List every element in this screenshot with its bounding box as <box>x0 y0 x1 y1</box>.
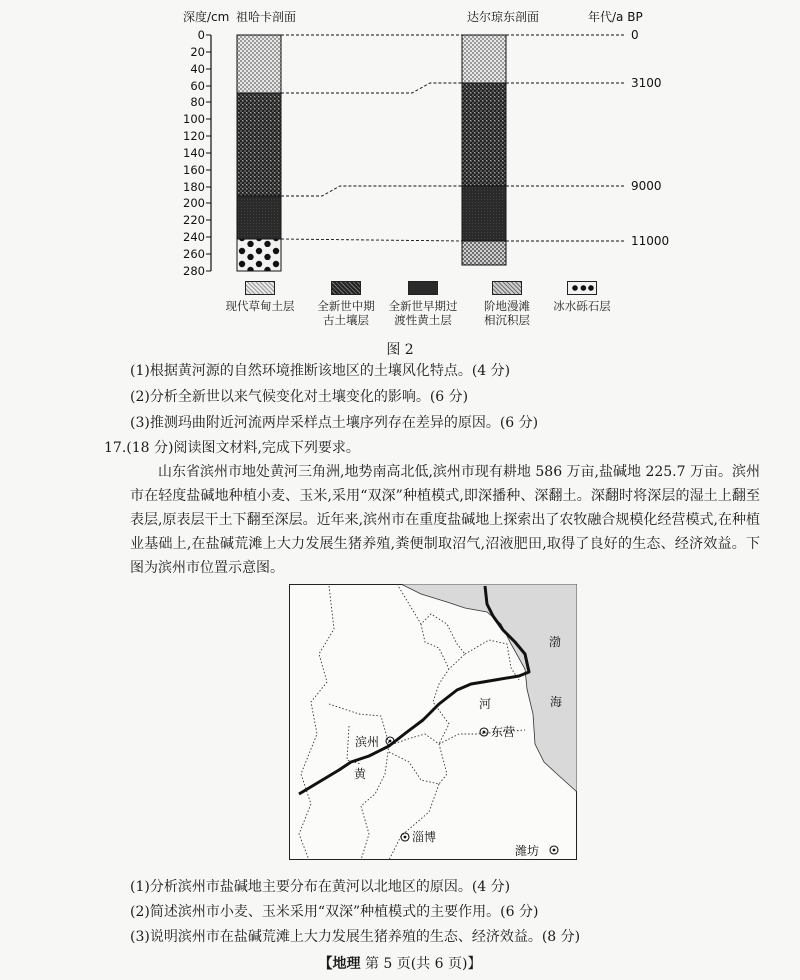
left-profile-column <box>237 35 281 271</box>
legend-swatch-terrace <box>492 281 522 295</box>
correlation-lines <box>281 35 625 241</box>
layer-modern-meadow <box>462 35 506 83</box>
depth-axis-title: 深度/cm <box>183 10 230 24</box>
depth-ticks <box>183 28 211 278</box>
q17-material: 山东省滨州市地处黄河三角洲,地势南高北低,滨州市现有耕地 586 万亩,盐碱地 225.7 万亩。滨州市在轻度盐碱地种植小麦、玉米,采用“双深”种植模式,即深播种、深翻土。深翻时将深层的湿土上翻至表层,原表层干土下翻至深层。近年来,滨州市在重度盐碱地上探索出了农牧融合规模化经营模式,在种植业基础上,在盐碱荒滩上大力发展生猪养殖,粪便制取沼气,沼液肥田,取得了良好的生态、经济效益。下图为滨州市位置示意图。 <box>130 464 760 576</box>
q16-sub2: (2)分析全新世以来气候变化对土壤变化的影响。(6 分) <box>130 389 469 405</box>
depth-tick: 220 <box>183 213 205 227</box>
river-label-huang: 黄 <box>354 767 367 781</box>
legend-item <box>542 281 622 313</box>
depth-tick: 140 <box>183 146 205 160</box>
depth-tick: 80 <box>190 95 205 109</box>
depth-tick: 240 <box>183 230 205 244</box>
layer-gravel <box>237 239 281 271</box>
layer-modern-meadow <box>237 35 281 93</box>
depth-tick: 260 <box>183 247 205 261</box>
legend-swatch-gravel <box>567 281 597 295</box>
city-label: 滨州 <box>355 735 380 749</box>
legend-label: 现代草甸土层 <box>225 299 295 313</box>
legend-swatch-mid <box>331 281 361 295</box>
legend-item <box>306 281 386 327</box>
legend-label: 相沉积层 <box>484 313 530 327</box>
legend-label: 全新世中期 <box>317 299 375 313</box>
q17-sub1: (1)分析滨州市盐碱地主要分布在黄河以北地区的原因。(4 分) <box>130 879 511 895</box>
left-profile-title: 祖哈卡剖面 <box>236 10 297 24</box>
footer-subject: 【地理 <box>318 956 361 972</box>
page-footer <box>0 953 800 973</box>
q16-sub3: (3)推测玛曲附近河流两岸采样点土壤序列存在差异的原因。(6 分) <box>130 415 539 431</box>
age-label: 11000 <box>631 234 670 248</box>
depth-tick: 60 <box>190 79 205 93</box>
depth-tick: 100 <box>183 112 205 126</box>
sea-label-bo: 渤 <box>549 635 562 649</box>
figure-caption: 图 2 <box>386 342 414 358</box>
age-label: 9000 <box>631 179 662 193</box>
sea-label-hai: 海 <box>550 695 563 709</box>
city-label: 潍坊 <box>515 844 540 858</box>
depth-tick: 280 <box>183 264 205 278</box>
river-label-he: 河 <box>479 697 492 711</box>
legend-item <box>383 281 463 327</box>
layer-early-holocene <box>462 186 506 241</box>
legend-label: 古土壤层 <box>323 313 369 327</box>
legend-label: 渡性黄土层 <box>394 313 452 327</box>
depth-tick: 0 <box>197 28 205 42</box>
footer-page: 第 5 页(共 6 页)】 <box>364 956 482 972</box>
figure-legend <box>0 281 800 331</box>
right-profile-column <box>462 35 506 265</box>
legend-label: 阶地漫滩 <box>484 299 530 313</box>
city-label: 东营 <box>491 725 516 739</box>
depth-tick: 20 <box>190 45 205 59</box>
binzhou-location-map <box>289 584 577 860</box>
age-label: 0 <box>631 28 639 42</box>
legend-label: 全新世早期过 <box>388 299 458 313</box>
layer-mid-holocene <box>237 93 281 196</box>
q17-sub3: (3)说明滨州市在盐碱荒滩上大力发展生猪养殖的生态、经济效益。(8 分) <box>130 929 581 945</box>
age-axis-title: 年代/a BP <box>588 10 643 24</box>
depth-tick: 120 <box>183 129 205 143</box>
depth-tick: 40 <box>190 62 205 76</box>
legend-swatch-dark <box>408 281 438 295</box>
layer-early-holocene <box>237 196 281 239</box>
legend-swatch-light <box>245 281 275 295</box>
age-label: 3100 <box>631 76 662 90</box>
layer-mid-holocene <box>462 83 506 186</box>
legend-label: 冰水砾石层 <box>553 299 611 313</box>
depth-tick: 200 <box>183 196 205 210</box>
q17-sub2: (2)简述滨州市小麦、玉米采用“双深”种植模式的主要作用。(6 分) <box>130 904 539 920</box>
legend-item <box>467 281 547 327</box>
depth-tick: 180 <box>183 180 205 194</box>
q16-sub1: (1)根据黄河源的自然环境推断该地区的土壤风化特点。(4 分) <box>130 363 511 379</box>
q17-header: 17.(18 分)阅读图文材料,完成下列要求。 <box>104 440 360 456</box>
depth-tick: 160 <box>183 163 205 177</box>
legend-item <box>220 281 300 313</box>
right-profile-title: 达尔琼东剖面 <box>467 10 540 24</box>
city-label: 淄博 <box>412 830 437 844</box>
layer-terrace <box>462 241 506 265</box>
